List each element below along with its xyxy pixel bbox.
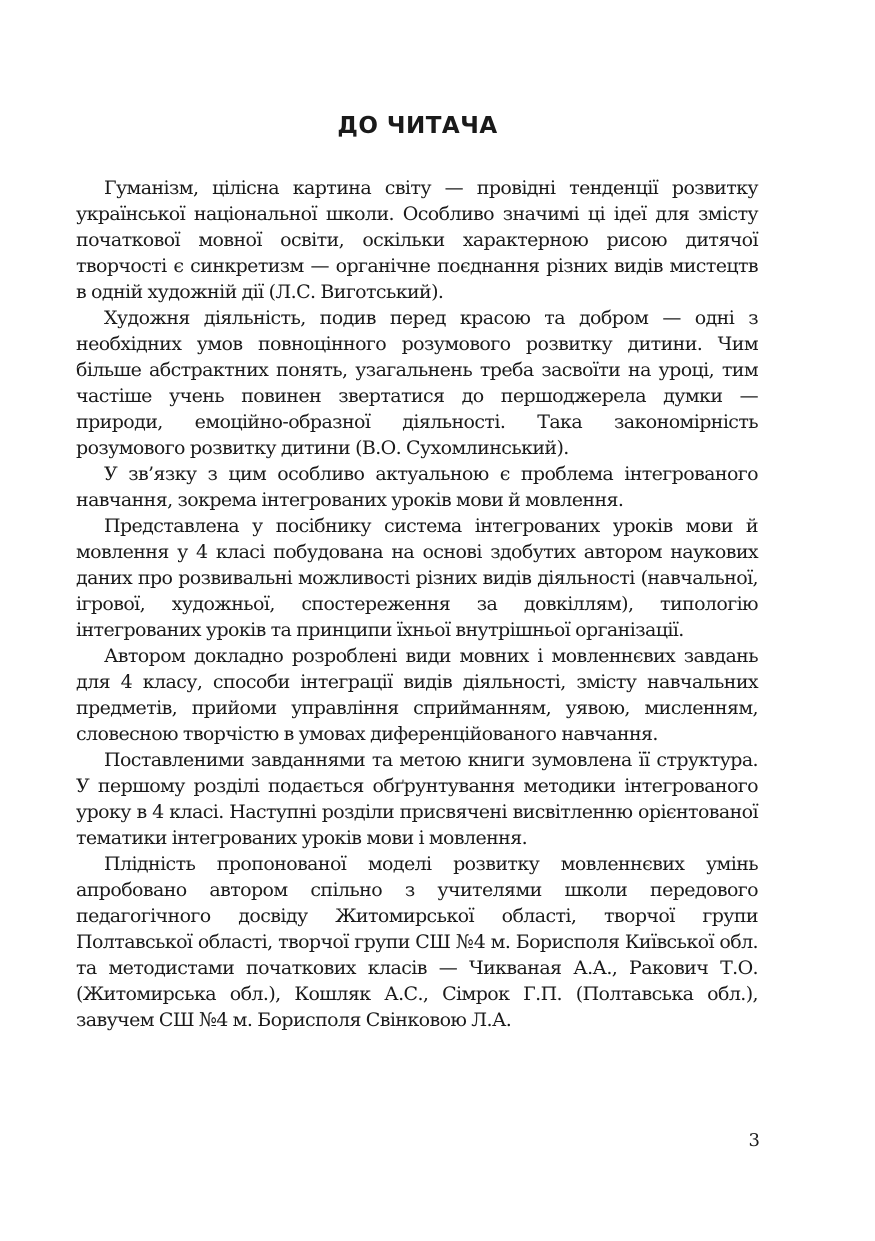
page-title: ДО ЧИТАЧА	[337, 113, 498, 139]
body-text	[76, 175, 758, 1033]
paragraph: Плідність пропонованої моделі розвитку мовленнєвих умінь апробовано автором спільно з учителями школи передового педагогічного досвіду Житомирської області, творчої групи Полтавської області, творчої групи СШ №4 м. Борисполя Київської обл. та методистами початкових класів — Чикваная А.А., Ракович Т.О. (Житомирська обл.), Кошляк А.С., Сімрок Г.П. (Полтавська обл.), завучем СШ №4 м. Борисполя Свінковою Л.А.	[76, 853, 758, 1031]
paragraph: Гуманізм, цілісна картина світу — провідні тенденції розвитку української національної школи. Особливо значимі ці ідеї для змісту початкової мовної освіти, оскільки характерною рисою дитячої творчості є синкретизм — органічне поєднання різних видів мистецтв в одній художній дії (Л.С. Виготський).	[76, 177, 758, 303]
paragraph: Поставленими завданнями та метою книги зумовлена її структура. У першому розділі подається обґрунтування методики інтегрованого уроку в 4 класі. Наступні розділи присвячені висвітленню орієнтованої тематики інтегрованих уроків мови і мовлення.	[76, 749, 758, 849]
paragraph: Автором докладно розроблені види мовних і мовленнєвих завдань для 4 класу, способи інтеграції видів діяльності, змісту навчальних предметів, прийоми управління сприйманням, уявою, мисленням, словесною творчістю в умовах диференційованого навчання.	[76, 645, 758, 745]
paragraph: У зв’язку з цим особливо актуальною є проблема інтегрованого навчання, зокрема інтегрованих уроків мови й мовлення.	[76, 463, 758, 511]
page-number: 3	[748, 1130, 760, 1151]
paragraph: Представлена у посібнику система інтегрованих уроків мови й мовлення у 4 класі побудована на основі здобутих автором наукових даних про розвивальні можливості різних видів діяльності (навчальної, ігрової, художньої, спостереження за довкіллям), типологію інтегрованих уроків та принципи їхньої внутрішньої організації.	[76, 515, 758, 641]
paragraph: Художня діяльність, подив перед красою та добром — одні з необхідних умов повноцінного розумового розвитку дитини. Чим більше абстрактних понять, узагальнень треба засвоїти на уроці, тим частіше учень повинен звертатися до першоджерела думки — природи, емоційно-образної діяльності. Така закономірність розумового розвитку дитини (В.О. Сухомлинський).	[76, 307, 758, 459]
